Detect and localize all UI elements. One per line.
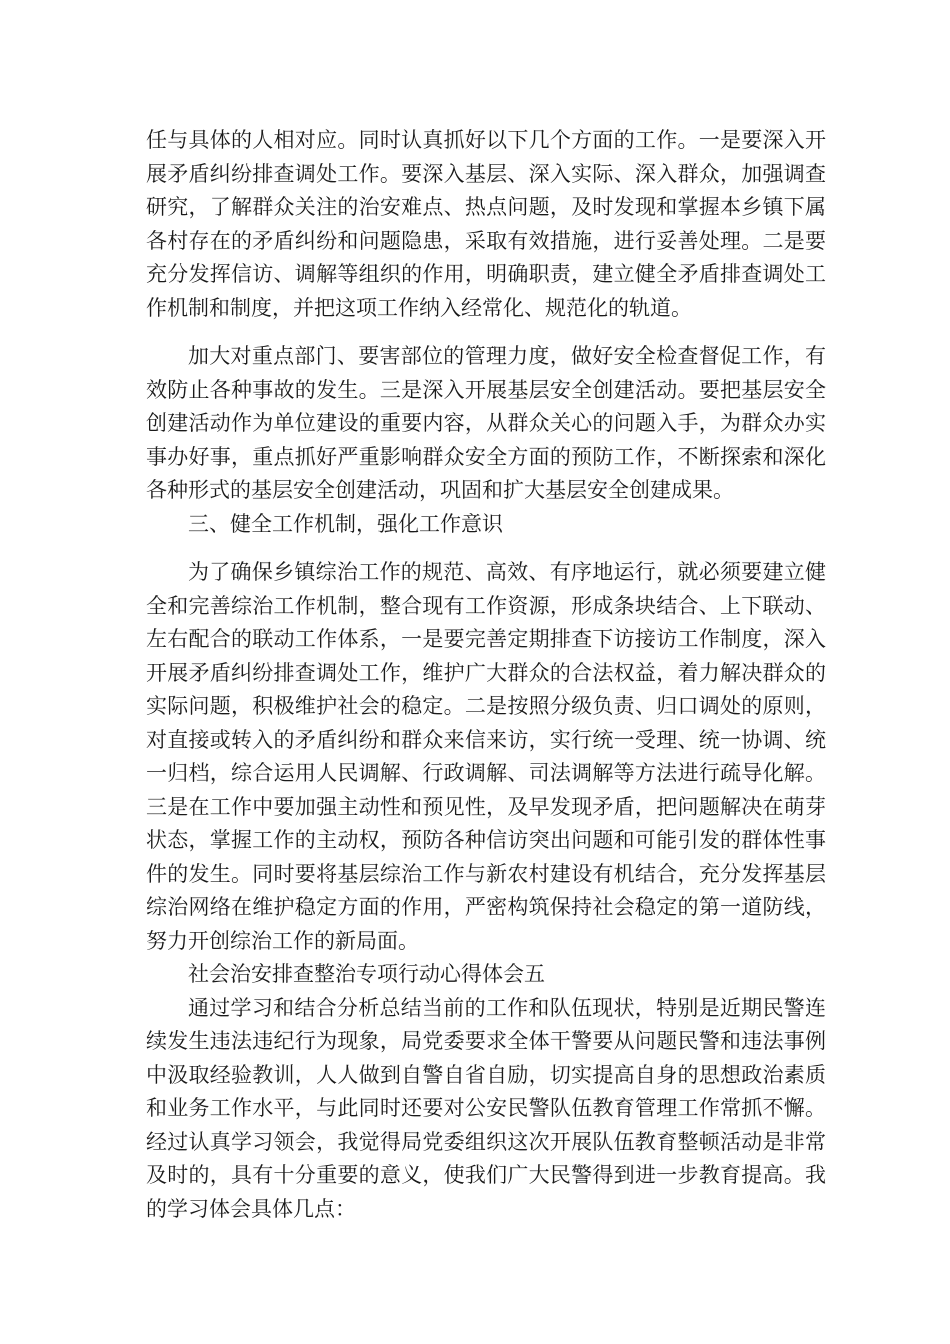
section-heading-three: 三、健全工作机制，强化工作意识 <box>188 511 503 536</box>
paragraph-study-experience: 通过学习和结合分析总结当前的工作和队伍现状，特别是近期民警连续发生违法违纪行为现象，局党委要求全体干警要从问题民警和违法事例中汲取经验教训，人人做到自警自省自励，切实提高自身的思想政治素质和业务工作水平，与此同时还要对公安民警队伍教育管理工作常抓不懈。经过认真学习领会，我觉得局党委组织这次开展队伍教育整顿活动是非常及时的，具有十分重要的意义，使我们广大民警得到进一步教育提高。我的学习体会具体几点： <box>146 995 826 1221</box>
paragraph-safety-inspection: 加大对重点部门、要害部位的管理力度，做好安全检查督促工作，有效防止各种事故的发生。三是深入开展基层安全创建活动。要把基层安全创建活动作为单位建设的重要内容，从群众关心的问题入手，为群众办实事办好事，重点抓好严重影响群众安全方面的预防工作，不断探索和深化各种形式的基层安全创建活动，巩固和扩大基层安全创建成果。 <box>146 344 826 502</box>
document-body <box>146 124 826 1226</box>
paragraph-continuation: 任与具体的人相对应。同时认真抓好以下几个方面的工作。一是要深入开展矛盾纠纷排查调处工作。要深入基层、深入实际、深入群众，加强调查研究，了解群众关注的治安难点、热点问题，及时发现和掌握本乡镇下属各村存在的矛盾纠纷和问题隐患，采取有效措施，进行妥善处理。二是要充分发挥信访、调解等组织的作用，明确职责，建立健全矛盾排查调处工作机制和制度，并把这项工作纳入经常化、规范化的轨道。 <box>146 128 826 320</box>
paragraph-work-mechanism: 为了确保乡镇综治工作的规范、高效、有序地运行，就必须要建立健全和完善综治工作机制，整合现有工作资源，形成条块结合、上下联动、左右配合的联动工作体系，一是要完善定期排查下访接访工作制度，深入开展矛盾纠纷排查调处工作，维护广大群众的合法权益，着力解决群众的实际问题，积极维护社会的稳定。二是按照分级负责、归口调处的原则，对直接或转入的矛盾纠纷和群众来信来访，实行统一受理、统一协调、统一归档，综合运用人民调解、行政调解、司法调解等方法进行疏导化解。三是在工作中要加强主动性和预见性，及早发现矛盾，把问题解决在萌芽状态，掌握工作的主动权，预防各种信访突出问题和可能引发的群体性事件的发生。同时要将基层综治工作与新农村建设有机结合，充分发挥基层综治网络在维护稳定方面的作用，严密构筑保持社会稳定的第一道防线，努力开创综治工作的新局面。 <box>146 560 826 953</box>
essay-subtitle-five: 社会治安排查整治专项行动心得体会五 <box>188 962 545 986</box>
